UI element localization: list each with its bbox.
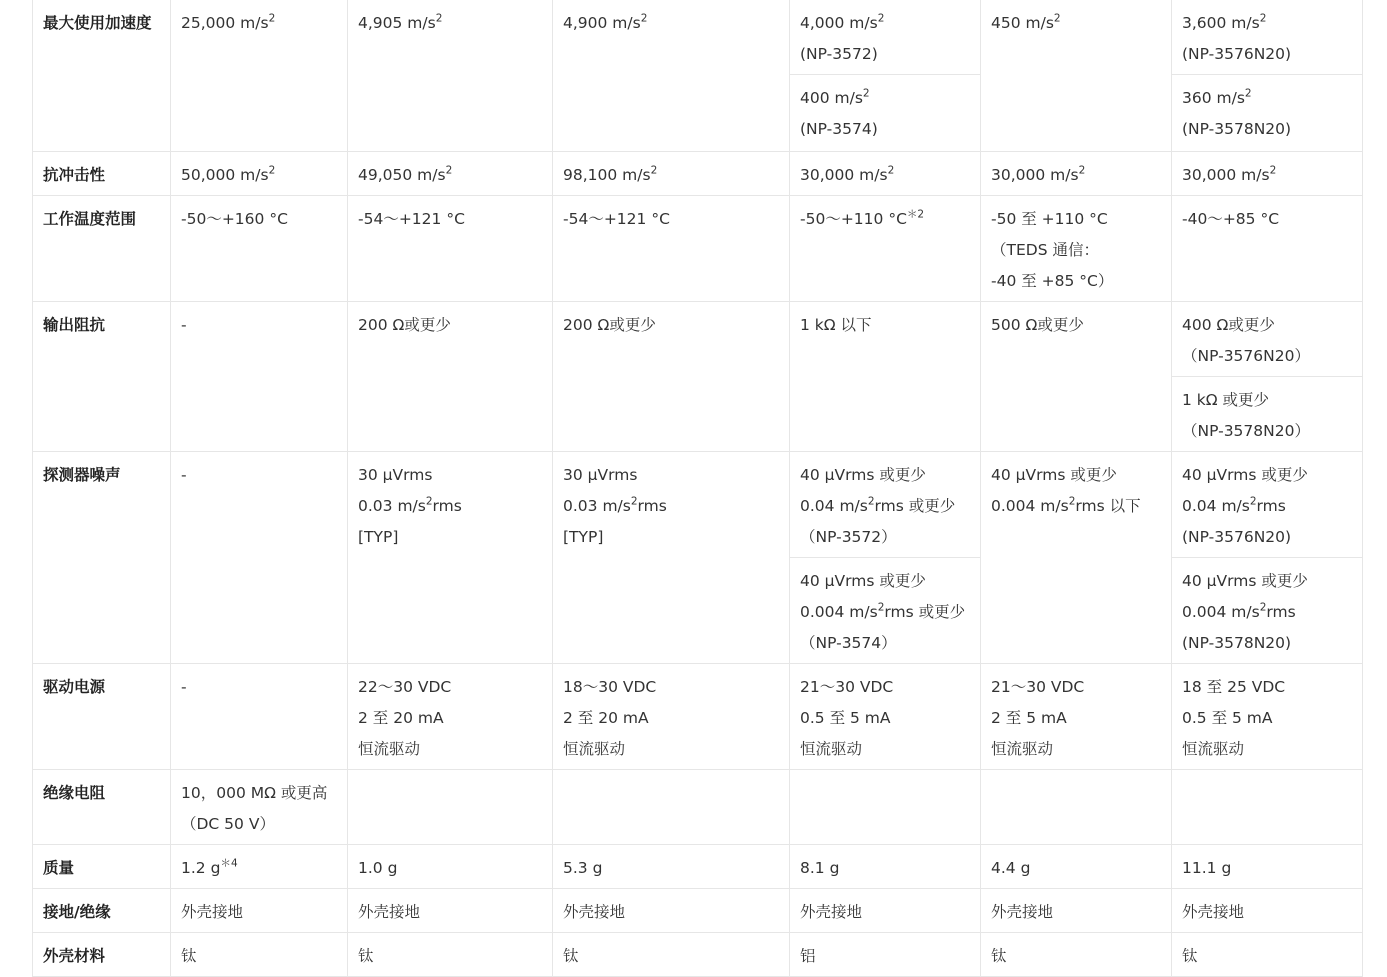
- model-label: （NP-3578N20）: [1182, 422, 1310, 440]
- value: -: [181, 466, 187, 484]
- value: 18 至 25 VDC: [1182, 678, 1286, 696]
- value: 0.5 至 5 mA: [1182, 709, 1273, 727]
- value: 0.04 m/s: [1182, 497, 1250, 515]
- superscript: 2: [268, 12, 276, 25]
- cell: [981, 933, 1172, 977]
- superscript: 2: [877, 601, 885, 614]
- sub-cell: [1172, 74, 1362, 149]
- cell: [790, 889, 981, 933]
- cell: [171, 933, 348, 977]
- value: 2 至 5 mA: [991, 709, 1067, 727]
- cell: [790, 845, 981, 889]
- value: 5.3 g: [563, 859, 603, 877]
- value: 22～30 VDC: [358, 678, 452, 696]
- value: 40 µVrms 或更少: [800, 466, 926, 484]
- superscript: 2: [1249, 495, 1257, 508]
- value: 钛: [1182, 947, 1198, 965]
- value: 30,000 m/s: [1182, 166, 1270, 184]
- superscript: 2: [268, 164, 276, 177]
- footnote-marker: ＊2: [906, 208, 925, 221]
- cell-empty: [1172, 770, 1363, 845]
- cell-split: [1172, 0, 1363, 152]
- value: -54～+121 °C: [358, 210, 465, 228]
- value: 18～30 VDC: [563, 678, 657, 696]
- value: 2 至 20 mA: [358, 709, 444, 727]
- model-label: (NP-3576N20): [1182, 45, 1292, 63]
- value: 30 µVrms: [563, 466, 638, 484]
- value: （TEDS 通信：: [991, 241, 1099, 259]
- footnote-marker: ＊4: [220, 857, 238, 870]
- value: 0.004 m/s: [991, 497, 1069, 515]
- value: 40 µVrms 或更少: [1182, 572, 1308, 590]
- value: 30,000 m/s: [800, 166, 888, 184]
- row-mass: [33, 845, 1363, 889]
- value: 40 µVrms 或更少: [800, 572, 926, 590]
- value: 钛: [563, 947, 579, 965]
- cell-empty: [790, 770, 981, 845]
- value: 恒流驱动: [563, 740, 626, 758]
- cell: [981, 152, 1172, 196]
- value: 25,000 m/s: [181, 14, 269, 32]
- value: 8.1 g: [800, 859, 840, 877]
- value: 0.004 m/s: [1182, 603, 1260, 621]
- value: （DC 50 V）: [181, 815, 275, 833]
- value: 4.4 g: [991, 859, 1031, 877]
- cell: [790, 664, 981, 770]
- cell: [171, 664, 348, 770]
- cell: [171, 452, 348, 664]
- cell: [348, 845, 553, 889]
- value: -50～+110 °C: [800, 210, 907, 228]
- superscript: 2: [1053, 12, 1061, 25]
- cell: [348, 0, 553, 152]
- cell: [171, 770, 348, 845]
- superscript: 2: [887, 164, 895, 177]
- row-operating-temperature: [33, 196, 1363, 302]
- cell: [348, 664, 553, 770]
- model-label: (NP-3576N20): [1182, 528, 1292, 546]
- cell: [553, 152, 790, 196]
- cell-split: [1172, 302, 1363, 452]
- cell: [553, 302, 790, 452]
- value: 400 m/s: [800, 89, 863, 107]
- row-header: 质量: [33, 845, 171, 889]
- value: 30 µVrms: [358, 466, 433, 484]
- value: 400 Ω或更少: [1182, 316, 1275, 334]
- superscript: 2: [1068, 495, 1076, 508]
- model-label: (NP-3578N20): [1182, 120, 1292, 138]
- cell: [790, 152, 981, 196]
- value: rms: [1266, 603, 1296, 621]
- value: rms: [1256, 497, 1286, 515]
- value: 1 kΩ 或更少: [1182, 391, 1270, 409]
- row-max-acceleration: [33, 0, 1363, 152]
- cell: [981, 664, 1172, 770]
- value: 50,000 m/s: [181, 166, 269, 184]
- value: 0.03 m/s: [358, 497, 426, 515]
- value: 0.03 m/s: [563, 497, 631, 515]
- superscript: 2: [1259, 12, 1267, 25]
- cell: [171, 845, 348, 889]
- value: 30,000 m/s: [991, 166, 1079, 184]
- value: 0.004 m/s: [800, 603, 878, 621]
- row-header: 工作温度范围: [33, 196, 171, 302]
- cell: [553, 0, 790, 152]
- model-label: （NP-3574）: [800, 634, 897, 652]
- value: 外壳接地: [991, 903, 1054, 921]
- value: 钛: [991, 947, 1007, 965]
- model-label: (NP-3578N20): [1182, 634, 1292, 652]
- value: 0.5 至 5 mA: [800, 709, 891, 727]
- value: 11.1 g: [1182, 859, 1232, 877]
- value: 钛: [181, 947, 197, 965]
- cell: [553, 452, 790, 664]
- cell: [553, 933, 790, 977]
- cell: [348, 452, 553, 664]
- cell: [981, 0, 1172, 152]
- sub-cell: [790, 0, 980, 74]
- cell: [553, 889, 790, 933]
- value: 10，000 MΩ 或更高: [181, 784, 328, 802]
- row-header: 接地/绝缘: [33, 889, 171, 933]
- value: 1 kΩ 以下: [800, 316, 872, 334]
- cell: [1172, 152, 1363, 196]
- row-grounding: [33, 889, 1363, 933]
- row-header: 绝缘电阻: [33, 770, 171, 845]
- cell: [553, 664, 790, 770]
- superscript: 2: [1269, 164, 1277, 177]
- value: 4,000 m/s: [800, 14, 878, 32]
- cell-split: [790, 452, 981, 664]
- row-header: 探测器噪声: [33, 452, 171, 664]
- value: 外壳接地: [1182, 903, 1245, 921]
- model-label: (NP-3574): [800, 120, 878, 138]
- value: 1.0 g: [358, 859, 398, 877]
- sub-cell: [790, 452, 980, 557]
- value: 360 m/s: [1182, 89, 1245, 107]
- row-header: 抗冲击性: [33, 152, 171, 196]
- cell: [348, 196, 553, 302]
- value: 200 Ω或更少: [358, 316, 451, 334]
- value: -40 至 +85 °C）: [991, 272, 1114, 290]
- value: -40～+85 °C: [1182, 210, 1280, 228]
- cell: [1172, 889, 1363, 933]
- spec-table: [32, 0, 1363, 977]
- cell: [171, 889, 348, 933]
- value: -: [181, 678, 187, 696]
- row-shock-resistance: [33, 152, 1363, 196]
- value: 98,100 m/s: [563, 166, 651, 184]
- value: 500 Ω或更少: [991, 316, 1084, 334]
- value: 外壳接地: [358, 903, 421, 921]
- model-label: (NP-3572): [800, 45, 878, 63]
- value: -50 至 +110 °C: [991, 210, 1108, 228]
- value: 21～30 VDC: [991, 678, 1085, 696]
- value: 外壳接地: [563, 903, 626, 921]
- cell: [981, 845, 1172, 889]
- cell: [171, 196, 348, 302]
- value: [TYP]: [563, 528, 604, 546]
- value: rms: [637, 497, 667, 515]
- value: 外壳接地: [181, 903, 244, 921]
- value: 21～30 VDC: [800, 678, 894, 696]
- cell: [1172, 845, 1363, 889]
- sub-cell: [1172, 557, 1362, 663]
- sub-cell: [1172, 376, 1362, 451]
- cell: [1172, 664, 1363, 770]
- value: 恒流驱动: [991, 740, 1054, 758]
- value: rms 或更少: [874, 497, 956, 515]
- row-header: 最大使用加速度: [33, 0, 171, 152]
- cell: [981, 196, 1172, 302]
- row-header: 输出阻抗: [33, 302, 171, 452]
- sub-cell: [790, 74, 980, 149]
- cell: [553, 196, 790, 302]
- value: 恒流驱动: [358, 740, 421, 758]
- cell: [1172, 933, 1363, 977]
- value: 200 Ω或更少: [563, 316, 656, 334]
- cell: [553, 845, 790, 889]
- cell: [171, 152, 348, 196]
- superscript: 2: [425, 495, 433, 508]
- row-header: 驱动电源: [33, 664, 171, 770]
- superscript: 2: [1078, 164, 1086, 177]
- value: 恒流驱动: [1182, 740, 1245, 758]
- cell: [981, 889, 1172, 933]
- value: 450 m/s: [991, 14, 1054, 32]
- cell-empty: [553, 770, 790, 845]
- cell: [348, 889, 553, 933]
- value: 49,050 m/s: [358, 166, 446, 184]
- value: rms 或更少: [884, 603, 966, 621]
- superscript: 2: [877, 12, 885, 25]
- value: -50～+160 °C: [181, 210, 288, 228]
- superscript: 2: [435, 12, 443, 25]
- model-label: （NP-3572）: [800, 528, 897, 546]
- superscript: 2: [1259, 601, 1267, 614]
- cell-split: [1172, 452, 1363, 664]
- row-case-material: [33, 933, 1363, 977]
- cell: [348, 933, 553, 977]
- cell-empty: [981, 770, 1172, 845]
- value: 40 µVrms 或更少: [1182, 466, 1308, 484]
- value: 外壳接地: [800, 903, 863, 921]
- cell-split: [790, 0, 981, 152]
- value: -: [181, 316, 187, 334]
- cell: [171, 302, 348, 452]
- row-output-impedance: [33, 302, 1363, 452]
- cell: [348, 152, 553, 196]
- value: 铝: [800, 947, 816, 965]
- sub-cell: [790, 557, 980, 663]
- superscript: 2: [650, 164, 658, 177]
- value: 恒流驱动: [800, 740, 863, 758]
- cell: [981, 302, 1172, 452]
- cell: [171, 0, 348, 152]
- value: 40 µVrms 或更少: [991, 466, 1117, 484]
- superscript: 2: [1244, 87, 1252, 100]
- row-insulation-resistance: [33, 770, 1363, 845]
- sub-cell: [1172, 452, 1362, 557]
- model-label: （NP-3576N20）: [1182, 347, 1310, 365]
- cell: [348, 302, 553, 452]
- cell: [790, 302, 981, 452]
- superscript: 2: [867, 495, 875, 508]
- superscript: 2: [862, 87, 870, 100]
- superscript: 2: [445, 164, 453, 177]
- value: rms: [432, 497, 462, 515]
- row-header: 外壳材料: [33, 933, 171, 977]
- value: 2 至 20 mA: [563, 709, 649, 727]
- cell: [981, 452, 1172, 664]
- value: 4,905 m/s: [358, 14, 436, 32]
- cell: [790, 196, 981, 302]
- value: 钛: [358, 947, 374, 965]
- value: -54～+121 °C: [563, 210, 670, 228]
- value: 3,600 m/s: [1182, 14, 1260, 32]
- value: [TYP]: [358, 528, 399, 546]
- sub-cell: [1172, 0, 1362, 74]
- value: 1.2 g: [181, 859, 221, 877]
- row-detector-noise: [33, 452, 1363, 664]
- cell: [790, 933, 981, 977]
- cell: [1172, 196, 1363, 302]
- value: rms 以下: [1075, 497, 1141, 515]
- value: 4,900 m/s: [563, 14, 641, 32]
- value: 0.04 m/s: [800, 497, 868, 515]
- row-drive-power: [33, 664, 1363, 770]
- sub-cell: [1172, 302, 1362, 376]
- cell-empty: [348, 770, 553, 845]
- superscript: 2: [640, 12, 648, 25]
- superscript: 2: [630, 495, 638, 508]
